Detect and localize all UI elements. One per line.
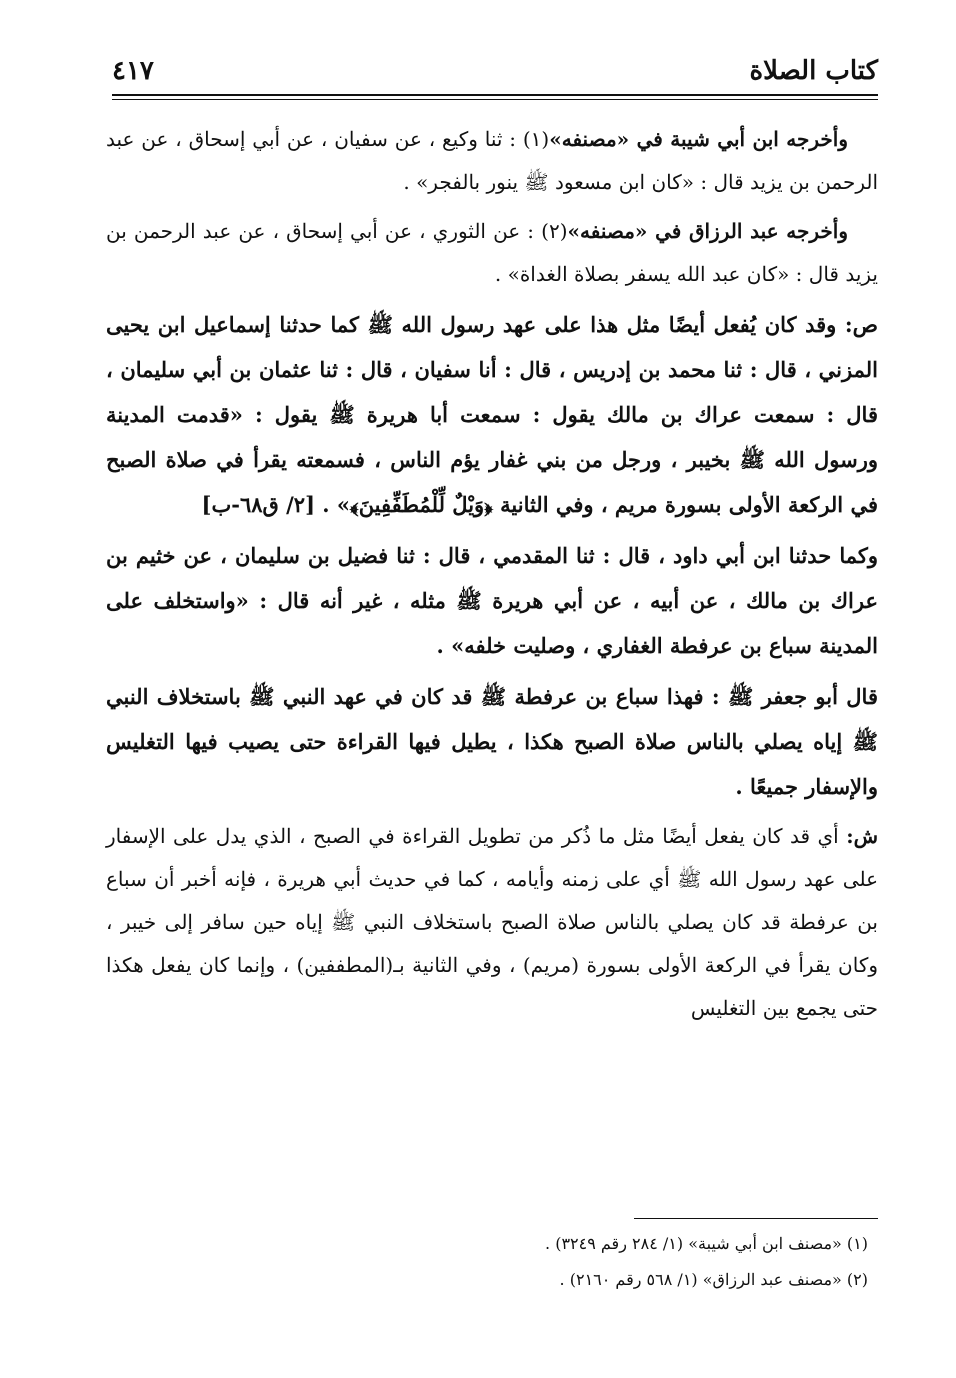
header-rule-thin bbox=[112, 99, 878, 100]
footnote-1: (١) «مصنف ابن أبي شيبة» (١/ ٢٨٤ رقم ٣٢٤٩) . bbox=[545, 1234, 868, 1253]
paragraph-6-lead: ش: bbox=[846, 824, 878, 848]
paragraph-4: وكما حدثنا ابن أبي داود ، قال : ثنا المقدمي ، قال : ثنا فضيل بن سليمان ، عن خثيم بن عراك بن مالك ، عن أبيه ، عن أبي هريرة ﷺ مثله ، غير أنه قال : «واستخلف على المدينة سباع بن عرفطة الغفاري ، وصليت خلفه» . bbox=[106, 543, 878, 658]
page-header bbox=[112, 52, 878, 96]
paragraph-2-text: (٢) : عن الثوري ، عن أبي إسحاق ، عن عبد الرحمن بن يزيد قال : «كان عبد الله يسفر بصلاة الغداة» . bbox=[106, 219, 878, 286]
paragraph-2 bbox=[106, 210, 878, 296]
paragraph-6 bbox=[106, 815, 878, 1030]
paragraph-1-text: (١) : ثنا وكيع ، عن سفيان ، عن أبي إسحاق ، عن عبد الرحمن بن يزيد قال : «كان ابن مسعود ﷺ ينور بالفجر» . bbox=[106, 127, 878, 194]
paragraph-5: قال أبو جعفر ﷺ : فهذا سباع بن عرفطة ﷺ قد كان في عهد النبي ﷺ باستخلاف النبي ﷺ إياه يصلي بالناس صلاة الصبح هكذا ، يطيل فيها القراءة حتى يصيب فيها التغليس والإسفار جميعًا . bbox=[106, 684, 878, 799]
paragraph-1 bbox=[106, 118, 878, 204]
paragraph-1-lead: وأخرجه ابن أبي شيبة في «مصنفه» bbox=[549, 127, 848, 151]
paragraph-2-lead: وأخرجه عبد الرزاق في «مصنفه» bbox=[567, 219, 848, 243]
page-body bbox=[106, 118, 878, 1036]
chapter-title: كتاب الصلاة bbox=[749, 56, 878, 86]
header-rule bbox=[112, 94, 878, 96]
footnotes bbox=[545, 1226, 878, 1298]
footnote-2: (٢) «مصنف عبد الرزاق» (١/ ٥٦٨ رقم ٢١٦٠) . bbox=[559, 1270, 868, 1289]
page-number: ٤١٧ bbox=[112, 56, 154, 86]
footnote-rule bbox=[634, 1218, 878, 1219]
paragraph-3: ص: وقد كان يُفعل أيضًا مثل هذا على عهد رسول الله ﷺ كما حدثنا إسماعيل ابن يحيى المزني ، قال : ثنا محمد بن إدريس ، قال : أنا سفيان ، قال : ثنا عثمان بن أبي سليمان ، قال : سمعت عراك بن مالك يقول : سمعت أبا هريرة ﷺ يقول : «قدمت المدينة ورسول الله ﷺ بخيبر ، ورجل من بني غفار يؤم الناس ، فسمعته يقرأ في صلاة الصبح في الركعة الأولى بسورة مريم ، وفي الثانية ﴿وَيْلٌ لِّلْمُطَفِّفِينَ﴾» . [٢/ ق٦٨-ب] bbox=[106, 312, 878, 517]
paragraph-6-text: أي قد كان يفعل أيضًا مثل ما ذُكر من تطويل القراءة في الصبح ، الذي يدل على الإسفار على عهد رسول الله ﷺ أي على زمنه وأيامه ، كما في حديث أبي هريرة ، فإنه أخبر أن سباع بن عرفطة قد كان يصلي بالناس صلاة الصبح باستخلاف النبي ﷺ إياه حين سافر إلى خيبر ، وكان يقرأ في الركعة الأولى بسورة (مريم) ، وفي الثانية بـ(المطففين) ، وإنما كان يفعل هكذا حتى يجمع بين التغليس bbox=[106, 824, 879, 1020]
